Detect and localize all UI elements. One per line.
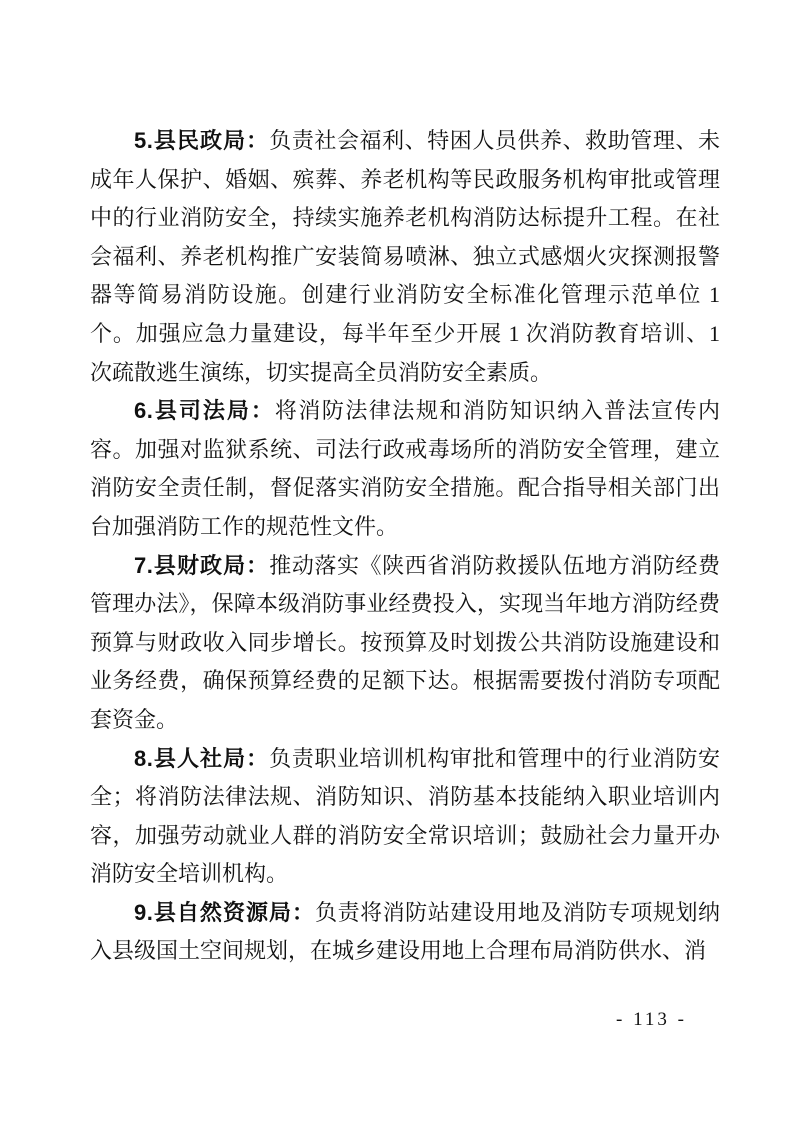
paragraph-label: 5.县民政局： [134,128,270,153]
paragraph-label: 9.县自然资源局： [134,899,316,925]
paragraph-justice-bureau [90,392,720,546]
paragraph-label: 8.县人社局： [134,745,270,771]
paragraph-text: 负责职业培训机构审批和管理中的行业消防安全；将消防法律法规、消防知识、消防基本技能纳入职业培训内容，加强劳动就业人群的消防安全常识培训；鼓励社会力量开办消防安全培训机构。 [90,745,720,887]
paragraph-label: 6.县司法局： [134,398,275,424]
paragraph-natural-resources-bureau [90,894,720,971]
paragraph-text: 负责社会福利、特困人员供养、救助管理、未成年人保护、婚姻、殡葬、养老机构等民政服务机构审批或管理中的行业消防安全，持续实施养老机构消防达标提升工程。在社会福利、养老机构推广安装简易喷淋、独立式感烟火灾探测报警器等简易消防设施。创建行业消防安全标准化管理示范单位 1 个。加强应急力量建设，每半年至少开展 1 次消防教育培训、1 次疏散逃生演练，切实提高全员消防安全素质。 [90,128,720,385]
paragraph-human-resources-bureau [90,740,720,894]
paragraph-text: 负责将消防站建设用地及消防专项规划纳入县级国土空间规划，在城乡建设用地上合理布局消防供水、消 [90,899,720,964]
paragraph-text: 将消防法律法规和消防知识纳入普法宣传内容。加强对监狱系统、司法行政戒毒场所的消防安全管理，建立消防安全责任制，督促落实消防安全措施。配合指导相关部门出台加强消防工作的规范性文件。 [90,398,720,539]
document-body [90,122,720,971]
paragraph-label: 7.县财政局： [134,552,270,578]
paragraph-finance-bureau [90,547,720,740]
paragraph-civil-affairs-bureau [90,122,720,392]
paragraph-text: 推动落实《陕西省消防救援队伍地方消防经费管理办法》，保障本级消防事业经费投入，实现当年地方消防经费预算与财政收入同步增长。按预算及时划拨公共消防设施建设和业务经费，确保预算经费的足额下达。根据需要拨付消防专项配套资金。 [90,552,720,732]
page-number: - 113 - [616,1009,687,1030]
